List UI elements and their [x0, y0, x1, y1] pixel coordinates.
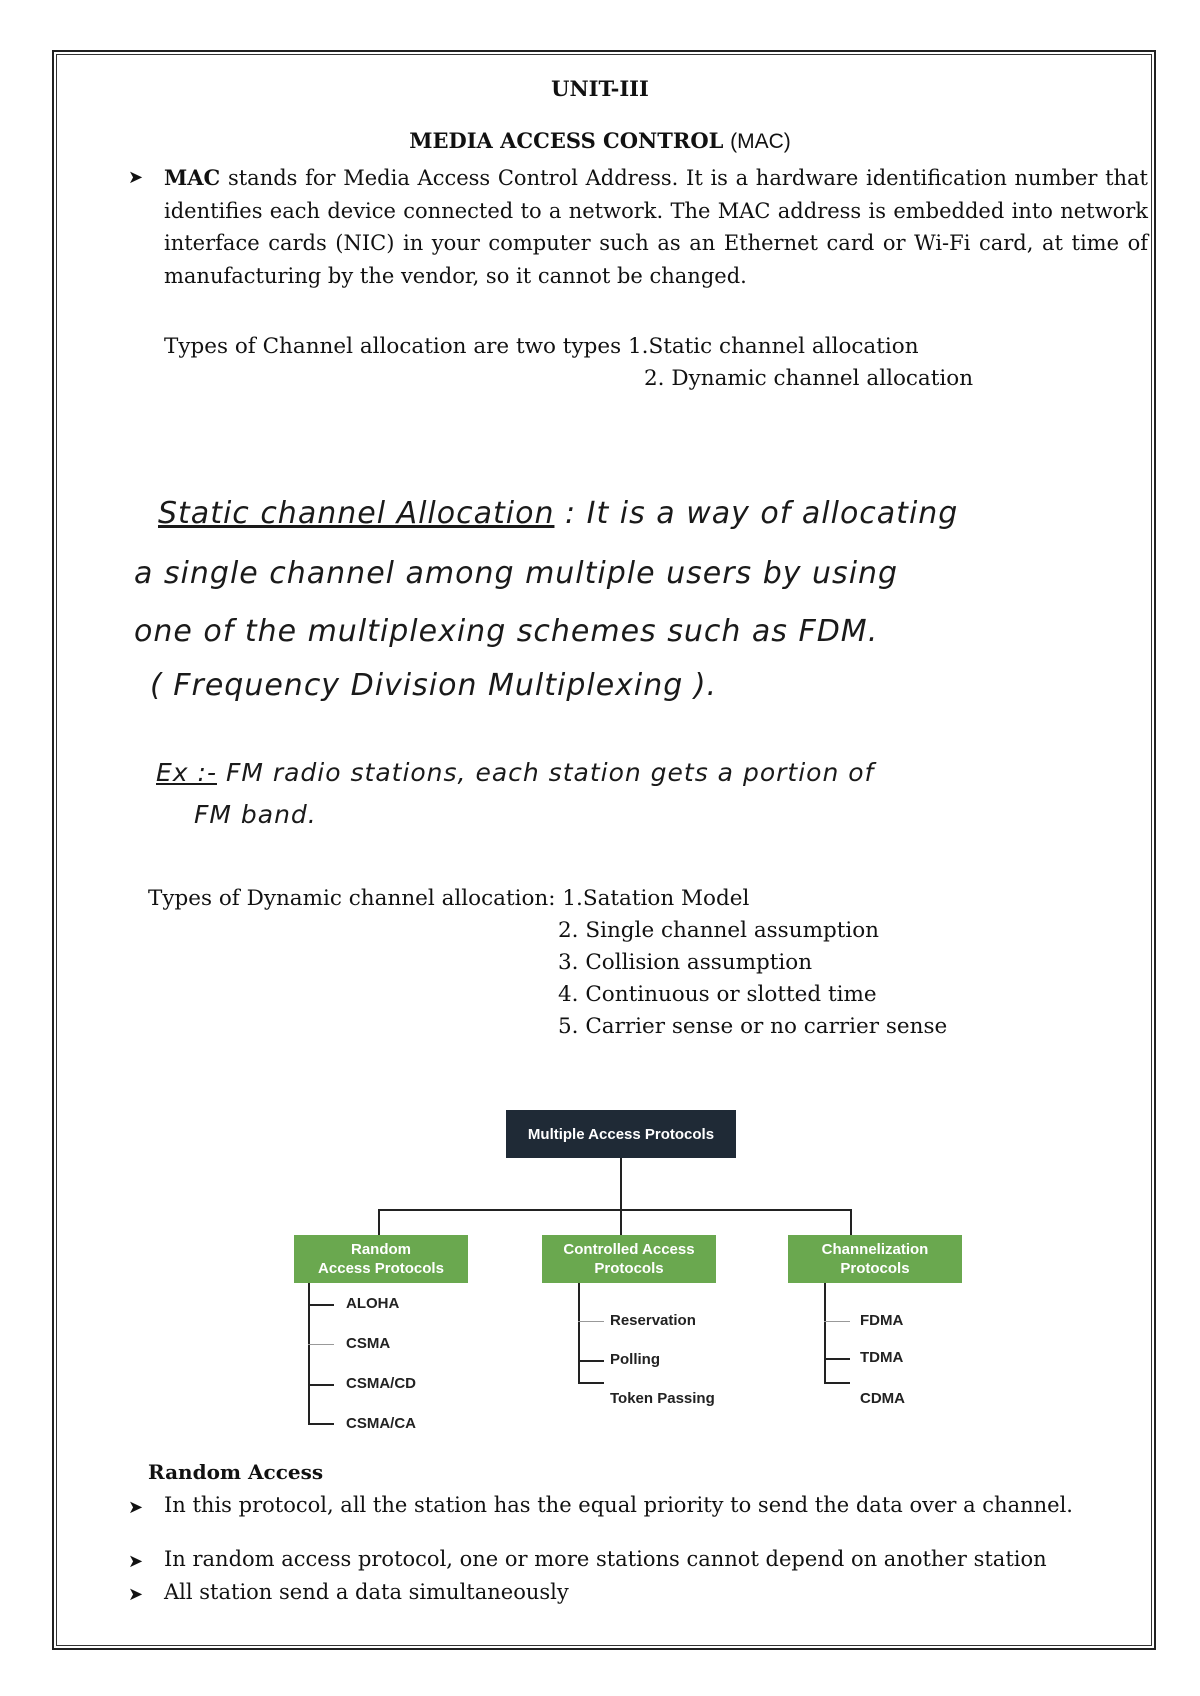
dynamic-item: 3. Collision assumption [558, 950, 813, 975]
handwritten-line2: a single channel among multiple users by using [134, 556, 899, 591]
leaf-spine [824, 1283, 826, 1383]
leaf-csma: CSMA [346, 1335, 391, 1352]
branch-connector [850, 1209, 852, 1235]
leaf-tick [578, 1360, 604, 1362]
controlled-access-box [542, 1235, 716, 1283]
random-access-heading: Random Access [148, 1460, 324, 1484]
leaf-tdma: TDMA [860, 1349, 904, 1366]
root-box: Multiple Access Protocols [506, 1110, 736, 1158]
leaf-token-passing: Token Passing [610, 1390, 715, 1407]
arrow-bullet-icon: ➤ [128, 167, 144, 188]
branch-label: Controlled Access [563, 1241, 695, 1258]
intro-paragraph [128, 162, 1148, 292]
root-connector [620, 1158, 622, 1210]
handwritten-line1 [158, 496, 958, 531]
leaf-tick [824, 1382, 850, 1384]
dynamic-intro: Types of Dynamic channel allocation: 1.Satation Model [148, 886, 750, 911]
title-bold: MEDIA ACCESS CONTROL [409, 128, 724, 153]
dynamic-item: 2. Single channel assumption [558, 918, 880, 943]
branch-connector [620, 1209, 622, 1235]
title-suffix: (MAC) [730, 130, 791, 153]
handwritten-heading: Static channel Allocation [158, 496, 555, 531]
branch-label: Channelization [821, 1241, 929, 1258]
leaf-spine [578, 1283, 580, 1383]
leaf-polling: Polling [610, 1351, 660, 1368]
arrow-bullet-icon: ➤ [128, 1584, 144, 1605]
leaf-aloha: ALOHA [346, 1295, 400, 1312]
leaf-tick [308, 1344, 334, 1345]
leaf-tick [308, 1384, 334, 1386]
handwritten-ex-line2: FM band. [194, 800, 317, 829]
branch-bar [378, 1209, 852, 1211]
handwritten-line1-rest: : It is a way of allocating [565, 496, 959, 531]
leaf-tick [308, 1423, 334, 1425]
leaf-csma-ca: CSMA/CA [346, 1415, 416, 1432]
leaf-tick [308, 1304, 334, 1306]
leaf-tick [824, 1321, 850, 1322]
dynamic-item: 5. Carrier sense or no carrier sense [558, 1014, 948, 1039]
random-access-bullet [128, 1579, 1148, 1606]
handwritten-ex-label: Ex :- [156, 758, 217, 787]
random-access-box [294, 1235, 468, 1283]
bullet-text: In this protocol, all the station has the equal priority to send the data over a channel. [164, 1493, 1073, 1517]
leaf-reservation: Reservation [610, 1312, 696, 1329]
dynamic-item: 4. Continuous or slotted time [558, 982, 877, 1007]
handwritten-line4: ( Frequency Division Multiplexing ). [150, 668, 718, 703]
handwritten-ex-line1: FM radio stations, each station gets a portion of [225, 758, 875, 787]
leaf-fdma: FDMA [860, 1312, 904, 1329]
arrow-bullet-icon: ➤ [128, 1551, 144, 1572]
page-title [0, 128, 1200, 154]
branch-connector [378, 1209, 380, 1235]
branch-label: Access Protocols [318, 1260, 444, 1277]
channelization-box [788, 1235, 962, 1283]
channel-types-line2: 2. Dynamic channel allocation [644, 366, 974, 391]
branch-label: Protocols [840, 1260, 910, 1277]
bullet-text: All station send a data simultaneously [164, 1580, 569, 1604]
leaf-tick [578, 1321, 604, 1322]
branch-label: Random [350, 1241, 411, 1258]
leaf-csma-cd: CSMA/CD [346, 1375, 416, 1392]
bullet-text: In random access protocol, one or more stations cannot depend on another station [164, 1547, 1047, 1571]
intro-text: stands for Media Access Control Address. It is a hardware identification number that identifies each device connected to a network. The MAC address is embedded into network interface cards (NIC) in your computer such as an Ethernet card or Wi-Fi card, at time of manufacturing by the vendor, so it cannot be changed. [164, 166, 1148, 288]
leaf-tick [578, 1382, 604, 1384]
leaf-cdma: CDMA [860, 1390, 905, 1407]
unit-title: UNIT-III [551, 76, 649, 101]
handwritten-example [156, 758, 874, 787]
random-access-bullet [128, 1546, 1148, 1573]
handwritten-line3: one of the multiplexing schemes such as FDM. [134, 614, 879, 649]
channel-types-line1: Types of Channel allocation are two types 1.Static channel allocation [164, 334, 919, 359]
protocols-diagram [280, 1100, 980, 1450]
branch-label: Protocols [594, 1260, 664, 1277]
random-access-bullet [128, 1492, 1148, 1519]
leaf-tick [824, 1358, 850, 1360]
arrow-bullet-icon: ➤ [128, 1497, 144, 1518]
intro-bold: MAC [164, 165, 221, 190]
